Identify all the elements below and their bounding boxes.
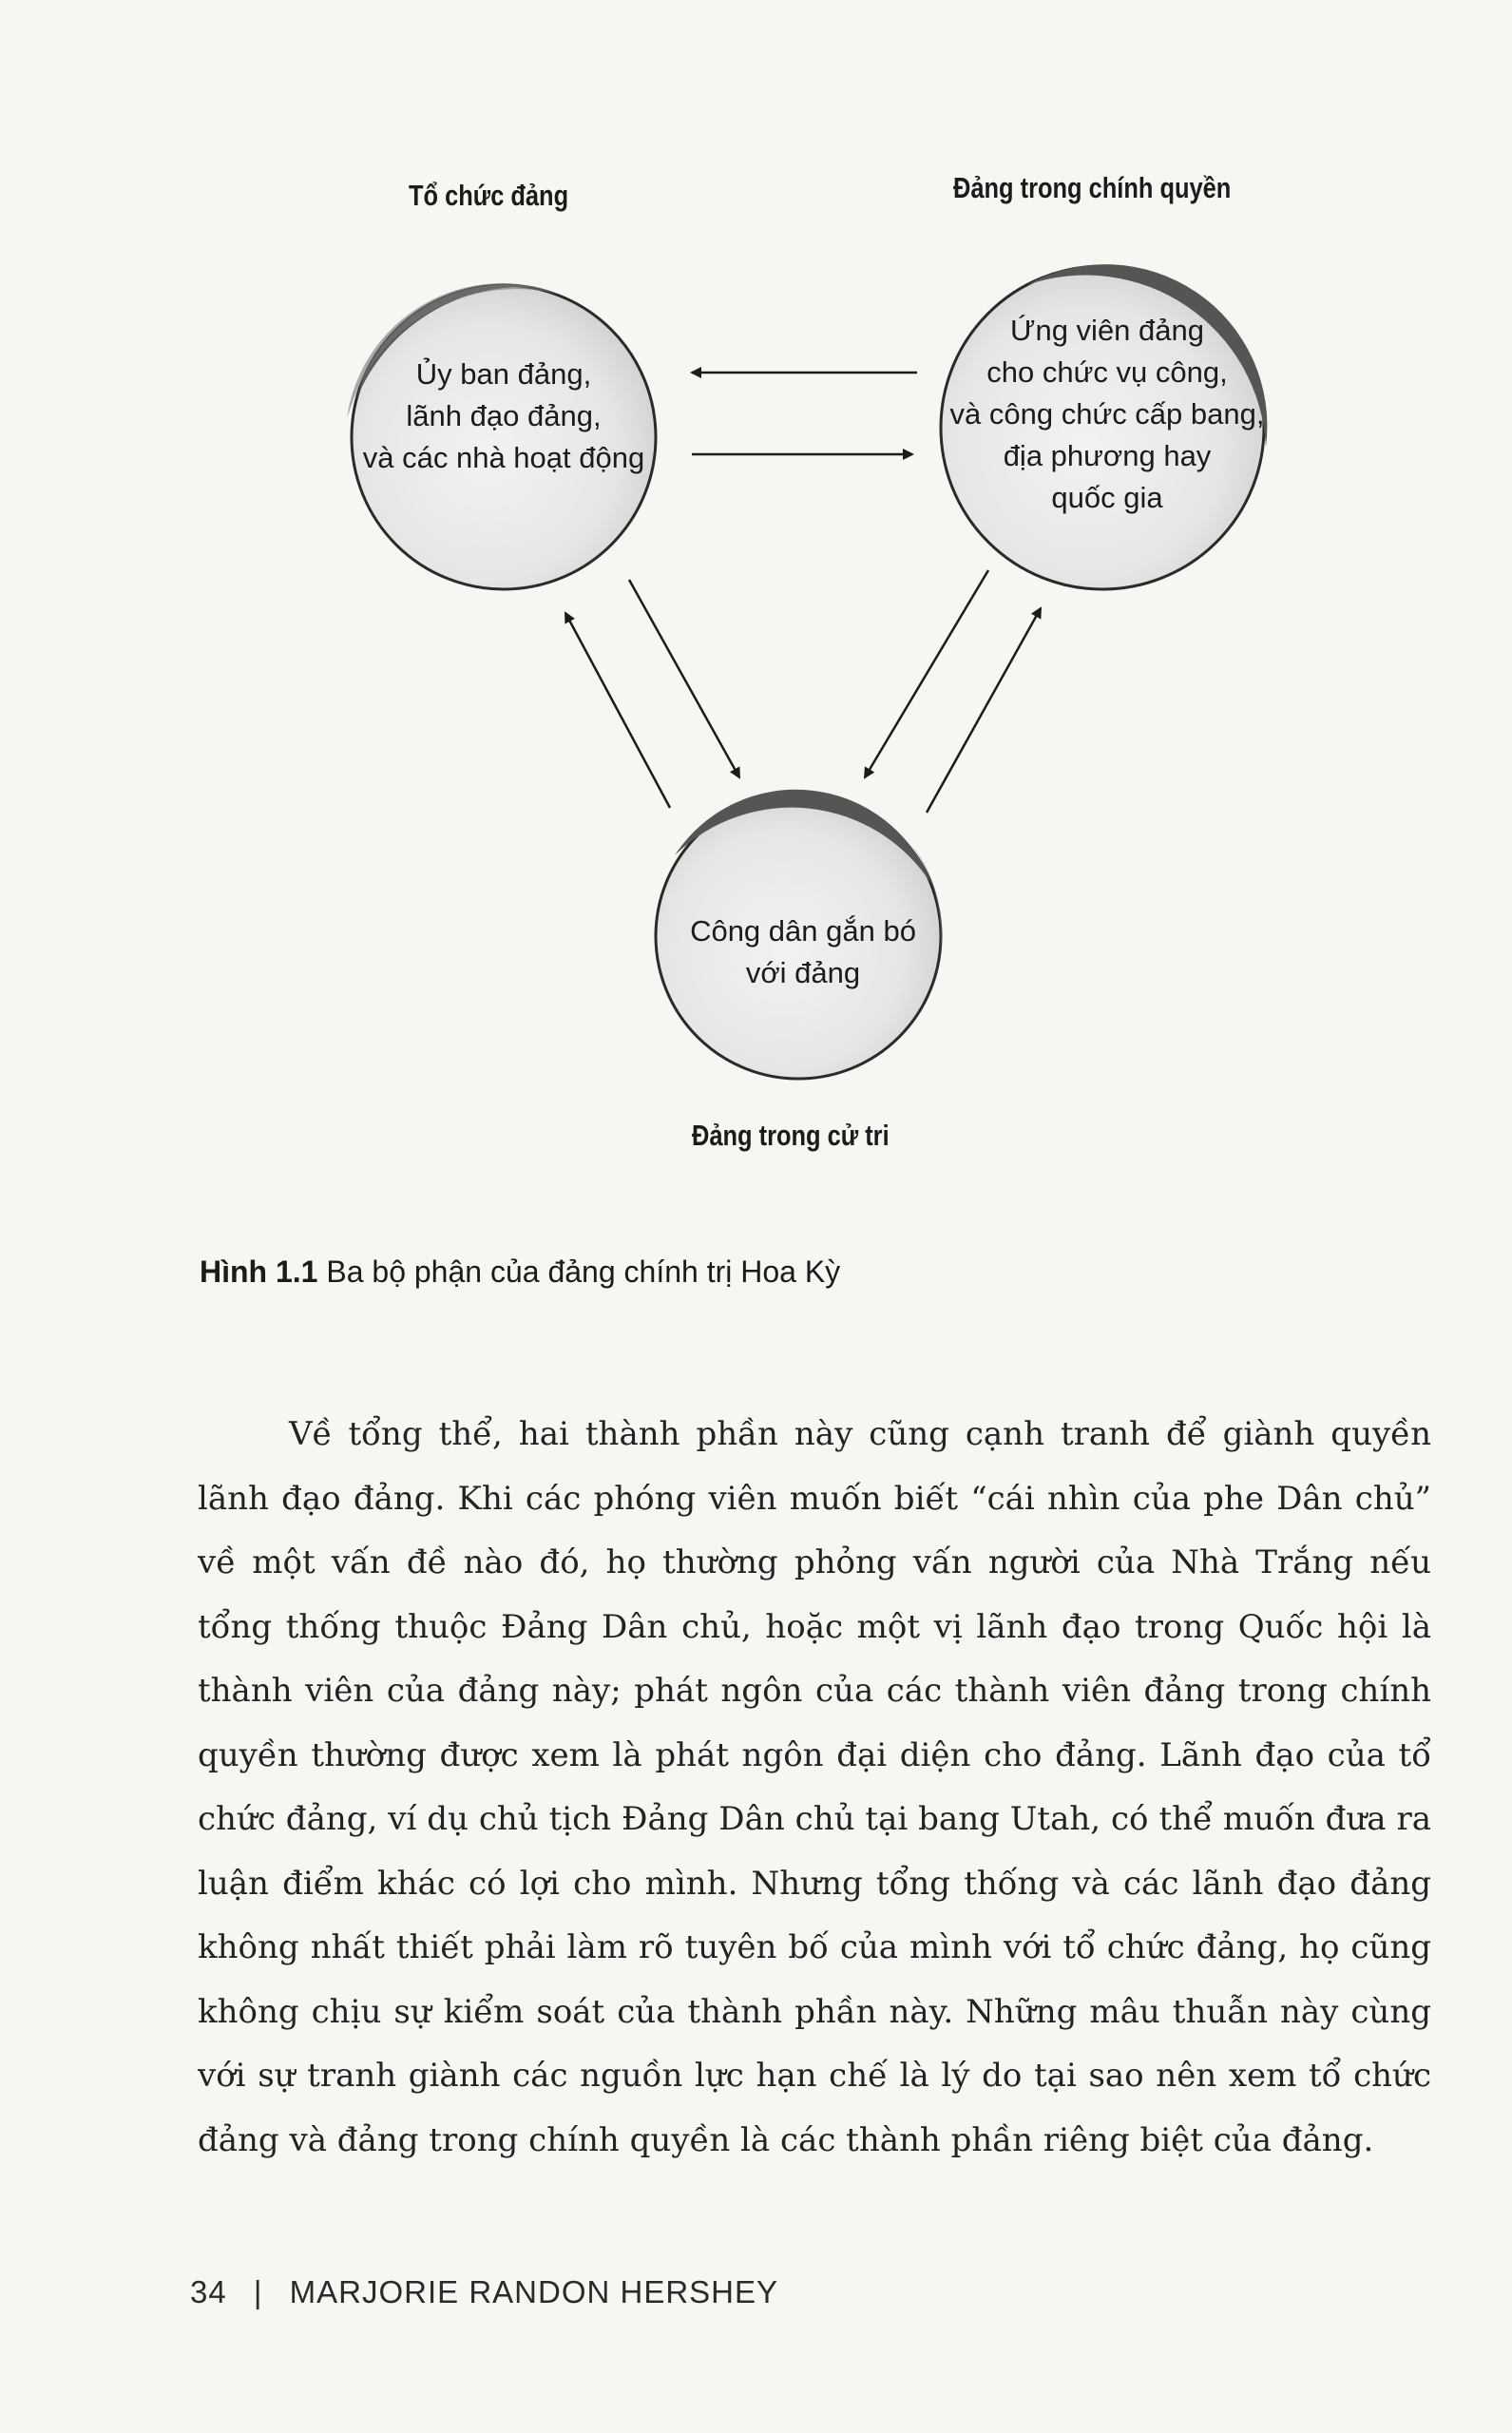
figure-caption-label: Hình 1.1 — [200, 1255, 318, 1289]
arrow-government-to-electorate — [865, 570, 988, 777]
arrow-electorate-to-organization — [565, 613, 670, 808]
body-text — [198, 1403, 1431, 2173]
government-circle-text — [936, 310, 1278, 519]
circle-text-line: Công dân gắn bó — [690, 914, 916, 948]
party-diagram — [0, 0, 1512, 1197]
figure-caption — [200, 1255, 840, 1290]
circle-text-line: cho chức vụ công, — [986, 355, 1228, 389]
label-party-in-electorate: Đảng trong cử tri — [692, 1119, 890, 1152]
circle-text-line: và các nhà hoạt động — [362, 441, 645, 474]
circle-text-line: lãnh đạo đảng, — [406, 399, 602, 432]
author-name: MARJORIE RANDON HERSHEY — [289, 2274, 779, 2309]
arrow-electorate-to-government — [927, 608, 1041, 813]
circle-text-line: và công chức cấp bang, — [949, 397, 1265, 431]
circle-text-line: địa phương hay — [1003, 439, 1212, 472]
circle-text-line: với đảng — [745, 956, 861, 989]
body-paragraph: Về tổng thể, hai thành phần này cũng cạnh tranh để giành quyền lãnh đạo đảng. Khi các phóng viên muốn biết “cái nhìn của phe Dân chủ” về một vấn đề nào đó, họ thường phỏng vấn người của Nhà Trắng nếu tổng thống thuộc Đảng Dân chủ, hoặc một vị lãnh đạo trong Quốc hội là thành viên của đảng này; phát ngôn của các thành viên đảng trong chính quyền thường được xem là phát ngôn đại diện cho đảng. Lãnh đạo của tổ chức đảng, ví dụ chủ tịch Đảng Dân chủ tại bang Utah, có thể muốn đưa ra luận điểm khác có lợi cho mình. Nhưng tổng thống và các lãnh đạo đảng không nhất thiết phải làm rõ tuyên bố của mình với tổ chức đảng, họ cũng không chịu sự kiểm soát của thành phần này. Những mâu thuẫn này cùng với sự tranh giành các nguồn lực hạn chế là lý do tại sao nên xem tổ chức đảng và đảng trong chính quyền là các thành phần riêng biệt của đảng. — [198, 1415, 1431, 2159]
page-number: 34 — [190, 2274, 227, 2309]
organization-circle-text — [352, 354, 656, 479]
page-footer — [190, 2274, 778, 2310]
circle-text-line: Ủy ban đảng, — [415, 357, 592, 391]
circle-text-line: Ứng viên đảng — [1009, 314, 1204, 347]
label-party-in-government: Đảng trong chính quyền — [953, 171, 1232, 204]
footer-separator: | — [253, 2274, 263, 2309]
electorate-circle-text — [665, 910, 941, 994]
arrow-organization-to-electorate — [629, 580, 739, 777]
circle-text-line: quốc gia — [1051, 481, 1163, 514]
label-party-organization: Tổ chức đảng — [409, 179, 569, 212]
figure-caption-text: Ba bộ phận của đảng chính trị Hoa Kỳ — [326, 1255, 841, 1289]
